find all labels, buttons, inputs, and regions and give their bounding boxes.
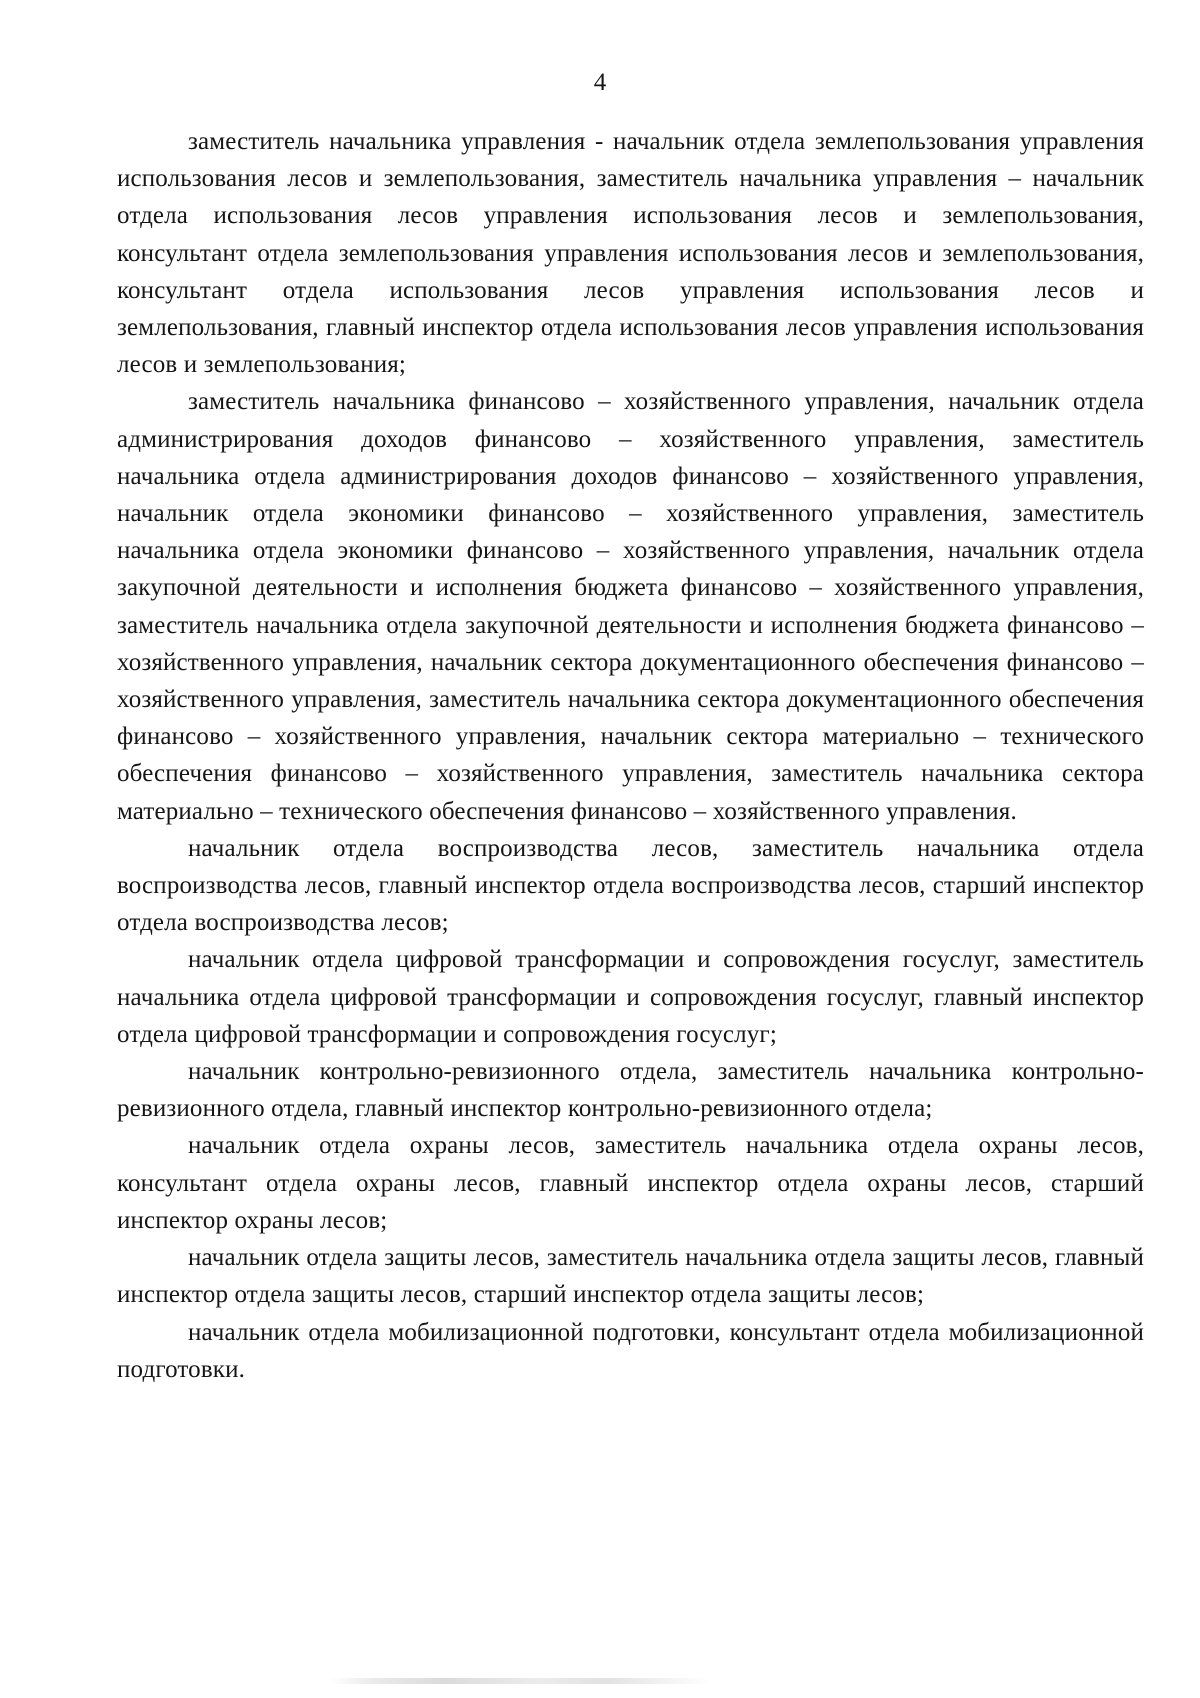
paragraph-forest-protection: начальник отдела охраны лесов, заместитель начальника отдела охраны лесов, консультант отдела охраны лесов, главный инспектор отдела охраны лесов, старший инспектор охраны лесов;: [117, 1132, 1144, 1234]
scan-artifact: [330, 1678, 710, 1684]
paragraph-mobilization-training: начальник отдела мобилизационной подготовки, консультант отдела мобилизационной подготовки.: [117, 1318, 1144, 1383]
page-number: 4: [593, 69, 607, 96]
paragraph-forest-reproduction: начальник отдела воспроизводства лесов, заместитель начальника отдела воспроизводства лесов, главный инспектор отдела воспроизводства лесов, старший инспектор отдела воспроизводства лесов;: [117, 834, 1144, 937]
document-body: [117, 123, 1144, 1388]
paragraph-audit-department: начальник контрольно-ревизионного отдела, заместитель начальника контрольно-ревизионного отдела, главный инспектор контрольно-ревизионного отдела;: [117, 1058, 1144, 1123]
paragraph-digital-transformation: начальник отдела цифровой трансформации и сопровождения госуслуг, заместитель начальника отдела цифровой трансформации и сопровождения госуслуг, главный инспектор отдела цифровой трансформации и сопровождения госуслуг;: [117, 946, 1144, 1048]
paragraph-financial-management: заместитель начальника финансово – хозяйственного управления, начальник отдела администрирования доходов финансово – хозяйственного управления, заместитель начальника отдела администрирования доходов финансово – хозяйственного управления, начальник отдела экономики финансово – хозяйственного управления, заместитель начальника отдела экономики финансово – хозяйственного управления, начальник отдела закупочной деятельности и исполнения бюджета финансово – хозяйственного управления, заместитель начальника отдела закупочной деятельности и исполнения бюджета финансово – хозяйственного управления, начальник сектора документационного обеспечения финансово – хозяйственного управления, заместитель начальника сектора документационного обеспечения финансово – хозяйственного управления, начальник сектора материально – технического обеспечения финансово – хозяйственного управления, заместитель начальника сектора материально – технического обеспечения финансово – хозяйственного управления.: [117, 388, 1144, 825]
paragraph-forest-defense: начальник отдела защиты лесов, заместитель начальника отдела защиты лесов, главный инспектор отдела защиты лесов, старший инспектор отдела защиты лесов;: [117, 1244, 1144, 1309]
paragraph-land-use-management: заместитель начальника управления - начальник отдела землепользования управления использования лесов и землепользования, заместитель начальника управления – начальник отдела использования лесов управления использования лесов и землепользования, консультант отдела землепользования управления использования лесов и землепользования, консультант отдела использования лесов управления использования лесов и землепользования, главный инспектор отдела использования лесов управления использования лесов и землепользования;: [117, 128, 1144, 379]
